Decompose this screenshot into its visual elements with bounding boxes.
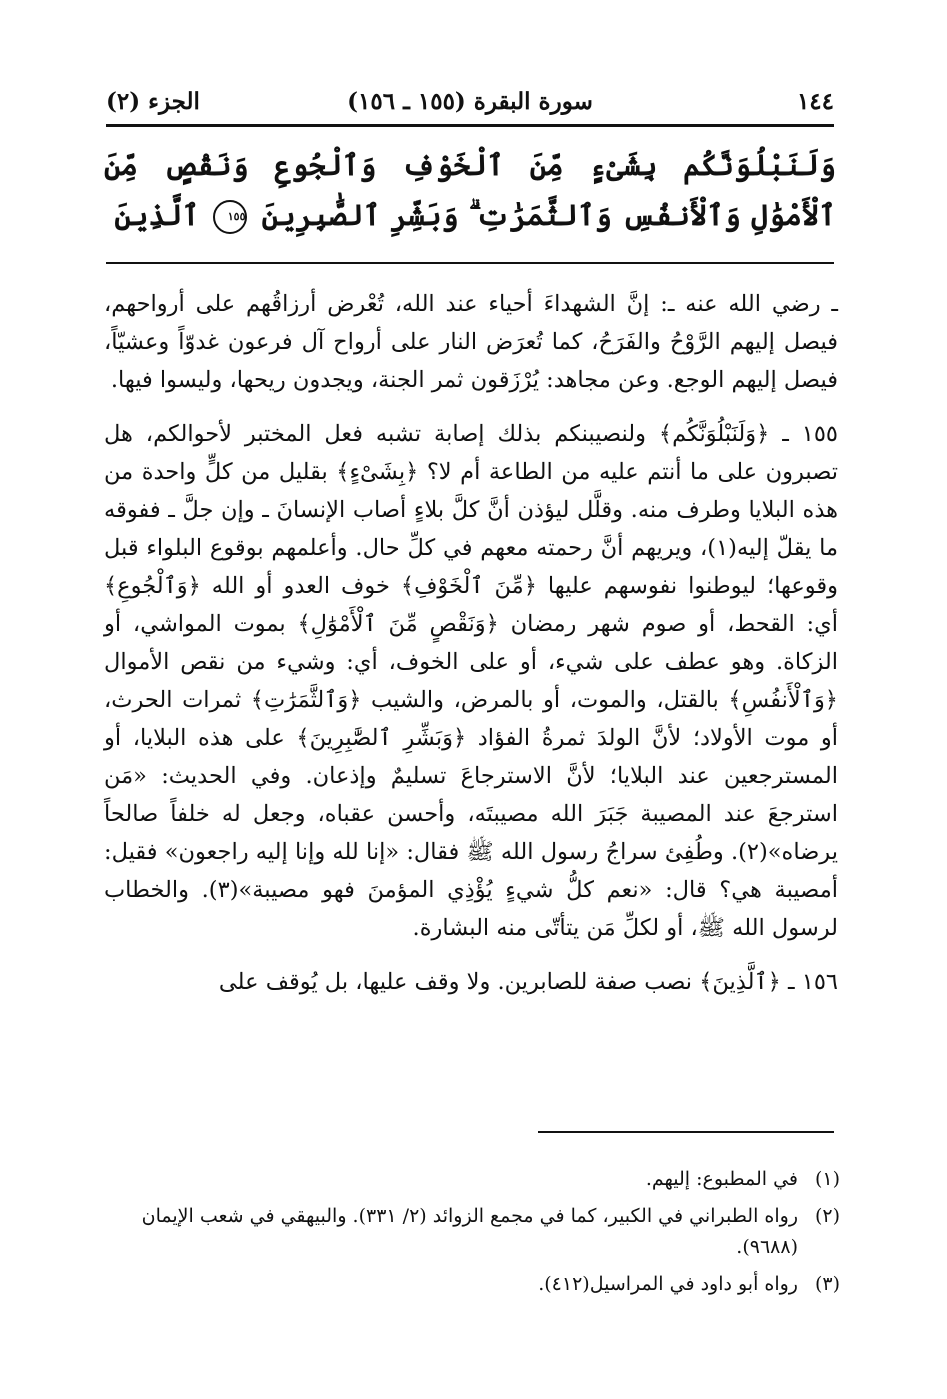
commentary-paragraph: ١٥٥ ـ ﴿وَلَنَبْلُوَنَّكُم﴾ ولنصيبنكم بذلك إصابة تشبه فعل المختبر لأحوالكم، هل تصبرون على ما أنتم عليه من الطاعة أم لا؟ ﴿بِشَىْءٍ﴾ بقليل من كلٍّ واحدة من هذه البلايا وطرف منه. وقلَّل ليؤذن أنَّ كلَّ بلاءٍ أصاب الإنسانَ ـ وإن جلَّ ـ ففوقه ما يقلّ إليه(١)، ويريهم أنَّ رحمته معهم في كلِّ حال. وأعلمهم بوقوع البلواء قبل وقوعها؛ ليوطنوا نفوسهم عليها ﴿مِّنَ ٱلْخَوْفِ﴾ خوف العدو أو الله ﴿وَٱلْجُوعِ﴾ أي: القحط، أو صوم شهر رمضان ﴿وَنَقْصٍ مِّنَ ٱلْأَمْوَٰلِ﴾ بموت المواشي، أو الزكاة. وهو عطف على شيء، أو على الخوف، أي: وشيء من نقص الأموال ﴿وَٱلْأَنفُسِ﴾ بالقتل، والموت، أو بالمرض، والشيب ﴿وَٱلثَّمَرَٰتِ﴾ ثمرات الحرث، أو موت الأولاد؛ لأنَّ الولدَ ثمرةُ الفؤاد ﴿وَبَشِّرِ ٱلصَّٰبِرِينَ﴾ على هذه البلايا، أو المسترجعين عند البلايا؛ لأنَّ الاسترجاعَ تسليمٌ وإذعان. وفي الحديث: «مَن استرجعَ عند المصيبة جَبَرَ الله مصيبتَه، وأحسن عقباه، وجعل له خلفاً صالحاً يرضاه»(٢). وطُفِئ سراجُ رسول الله ﷺ فقال: «إنا لله وإنا إليه راجعون» فقيل: أمصيبة هي؟ قال: «نعم كلُّ شيءٍ يُؤْذِي المؤمنَ فهو مصيبة»(٣). والخطاب لرسول الله ﷺ، أو لكلِّ مَن يتأتّى منه البشارة. <box>104 421 839 941</box>
footnotes <box>104 1164 840 1306</box>
footnote-text: رواه الطبراني في الكبير، كما في مجمع الزوائد (٢/ ٣٣١). والبيهقي في شعب الإيمان (٩٦٨٨). <box>141 1205 798 1258</box>
verse-text-continued: ٱلَّذِينَ <box>114 198 200 232</box>
commentary-paragraph: ١٥٦ ـ ﴿ٱلَّذِينَ﴾ نصب صفة للصابرين. ولا وقف عليها، بل يُوقف على <box>218 969 838 995</box>
page-header <box>106 88 834 122</box>
footnote <box>104 1269 840 1300</box>
footnote-text: رواه أبو داود في المراسيل(٤١٢). <box>538 1273 798 1295</box>
footnote-number: (٣) <box>814 1273 840 1295</box>
commentary-body <box>104 285 838 1017</box>
quran-verse <box>104 140 836 240</box>
juz-label: الجزء (٢) <box>106 88 200 115</box>
footnote <box>104 1201 840 1263</box>
footnote-text: في المطبوع: إليهم. <box>645 1168 798 1190</box>
footnote-number: (٢) <box>814 1205 840 1227</box>
footnote <box>104 1164 840 1195</box>
ayah-number-marker: ١٥٥ <box>213 200 247 234</box>
page-number: ١٤٤ <box>796 88 834 115</box>
surah-title: سورة البقرة (١٥٥ ـ ١٥٦) <box>347 88 593 115</box>
header-rule <box>106 124 834 127</box>
verse-text: وَلَنَبْلُوَنَّكُم بِشَىْءٍ مِّنَ ٱلْخَوْفِ وَٱلْجُوعِ وَنَقْصٍ مِّنَ ٱلْأَمْوَٰلِ وَٱلْأَنفُسِ وَٱلثَّمَرَٰتِ ۗ وَبَشِّرِ ٱلصَّٰبِرِينَ <box>104 148 836 232</box>
verse-rule <box>106 262 834 264</box>
commentary-paragraph: ـ رضي الله عنه ـ: إنَّ الشهداءَ أحياء عند الله، تُعْرض أرزاقُهم على أرواحهم، فيصل إليهم الرَّوْحُ والفَرَحُ، كما تُعرَض النار على أرواح آل فرعون غدوّاً وعشيّاً، فيصل إليهم الوجع. وعن مجاهد: يُرْزَقون ثمر الجنة، ويجدون ريحها، وليسوا فيها. <box>104 291 838 393</box>
footnote-number: (١) <box>814 1168 840 1190</box>
footnote-rule <box>538 1131 834 1133</box>
